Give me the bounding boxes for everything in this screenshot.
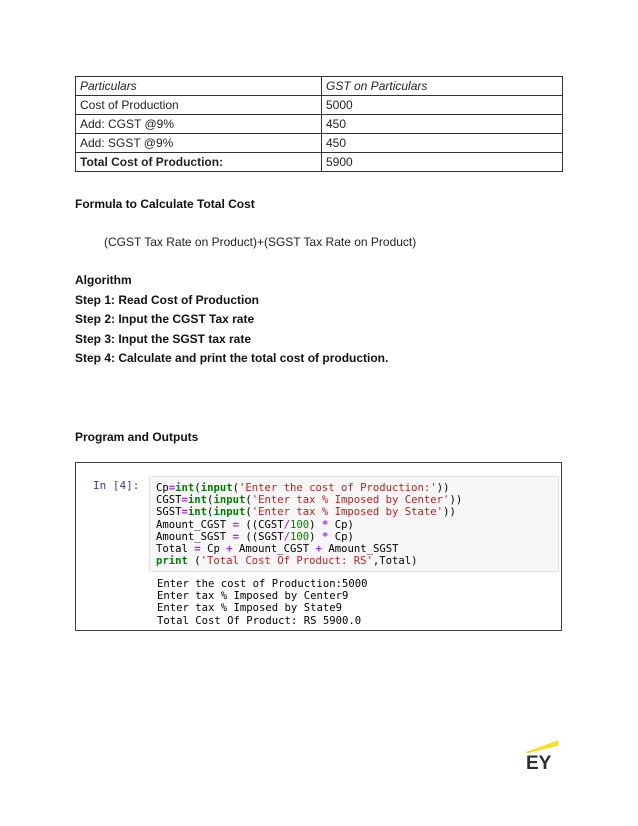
code-line-7: print ('Total Cost Of Product: RS',Total) <box>156 555 418 568</box>
formula-heading: Formula to Calculate Total Cost <box>75 197 255 211</box>
table-cell: 5000 <box>322 96 563 115</box>
table-cell: Add: SGST @9% <box>76 134 322 153</box>
table-cell: Add: CGST @9% <box>76 115 322 134</box>
program-heading: Program and Outputs <box>75 430 199 444</box>
table-header-gst: GST on Particulars <box>322 77 563 96</box>
table-cell: 450 <box>322 134 563 153</box>
algorithm-step-4: Step 4: Calculate and print the total cost of production. <box>75 351 389 365</box>
table-total-row <box>76 153 563 172</box>
formula-text: (CGST Tax Rate on Product)+(SGST Tax Rate on Product) <box>104 235 417 249</box>
algorithm-step-1: Step 1: Read Cost of Production <box>75 293 260 307</box>
cell-prompt: In [4]: <box>93 479 140 492</box>
code-block <box>156 482 462 567</box>
table-row <box>76 96 563 115</box>
algorithm-step-3: Step 3: Input the SGST tax rate <box>75 332 252 346</box>
table-header-particulars: Particulars <box>76 77 322 96</box>
table-cell: Cost of Production <box>76 96 322 115</box>
table-row <box>76 134 563 153</box>
code-line-5: Amount_SGST = ((SGST/100) * Cp) <box>156 530 354 543</box>
algorithm-step-2: Step 2: Input the CGST Tax rate <box>75 312 255 326</box>
code-line-2: CGST=int(input('Enter tax % Imposed by Center')) <box>156 494 463 507</box>
ey-logo-bar <box>527 741 558 753</box>
output-line: Enter tax % Imposed by Center9 <box>157 590 349 603</box>
output-line: Enter the cost of Production:5000 <box>157 578 368 590</box>
ey-logo-text: EY <box>526 753 552 771</box>
code-line-1: Cp=int(input('Enter the cost of Production:')) <box>156 482 450 494</box>
table-cell: Total Cost of Production: <box>76 153 322 172</box>
table-header-row <box>76 77 563 96</box>
gst-table <box>75 76 563 172</box>
table-cell: 5900 <box>322 153 563 172</box>
algorithm-heading: Algorithm <box>75 273 132 287</box>
ey-logo-icon <box>524 739 560 771</box>
table-row <box>76 115 563 134</box>
code-line-6: Total = Cp + Amount_CGST + Amount_SGST <box>156 543 399 556</box>
output-block <box>157 578 367 627</box>
table-cell: 450 <box>322 115 563 134</box>
output-line: Total Cost Of Product: RS 5900.0 <box>157 614 362 627</box>
output-line: Enter tax % Imposed by State9 <box>157 602 342 615</box>
code-line-4: Amount_CGST = ((CGST/100) * Cp) <box>156 518 354 531</box>
code-line-3: SGST=int(input('Enter tax % Imposed by State')) <box>156 506 456 519</box>
